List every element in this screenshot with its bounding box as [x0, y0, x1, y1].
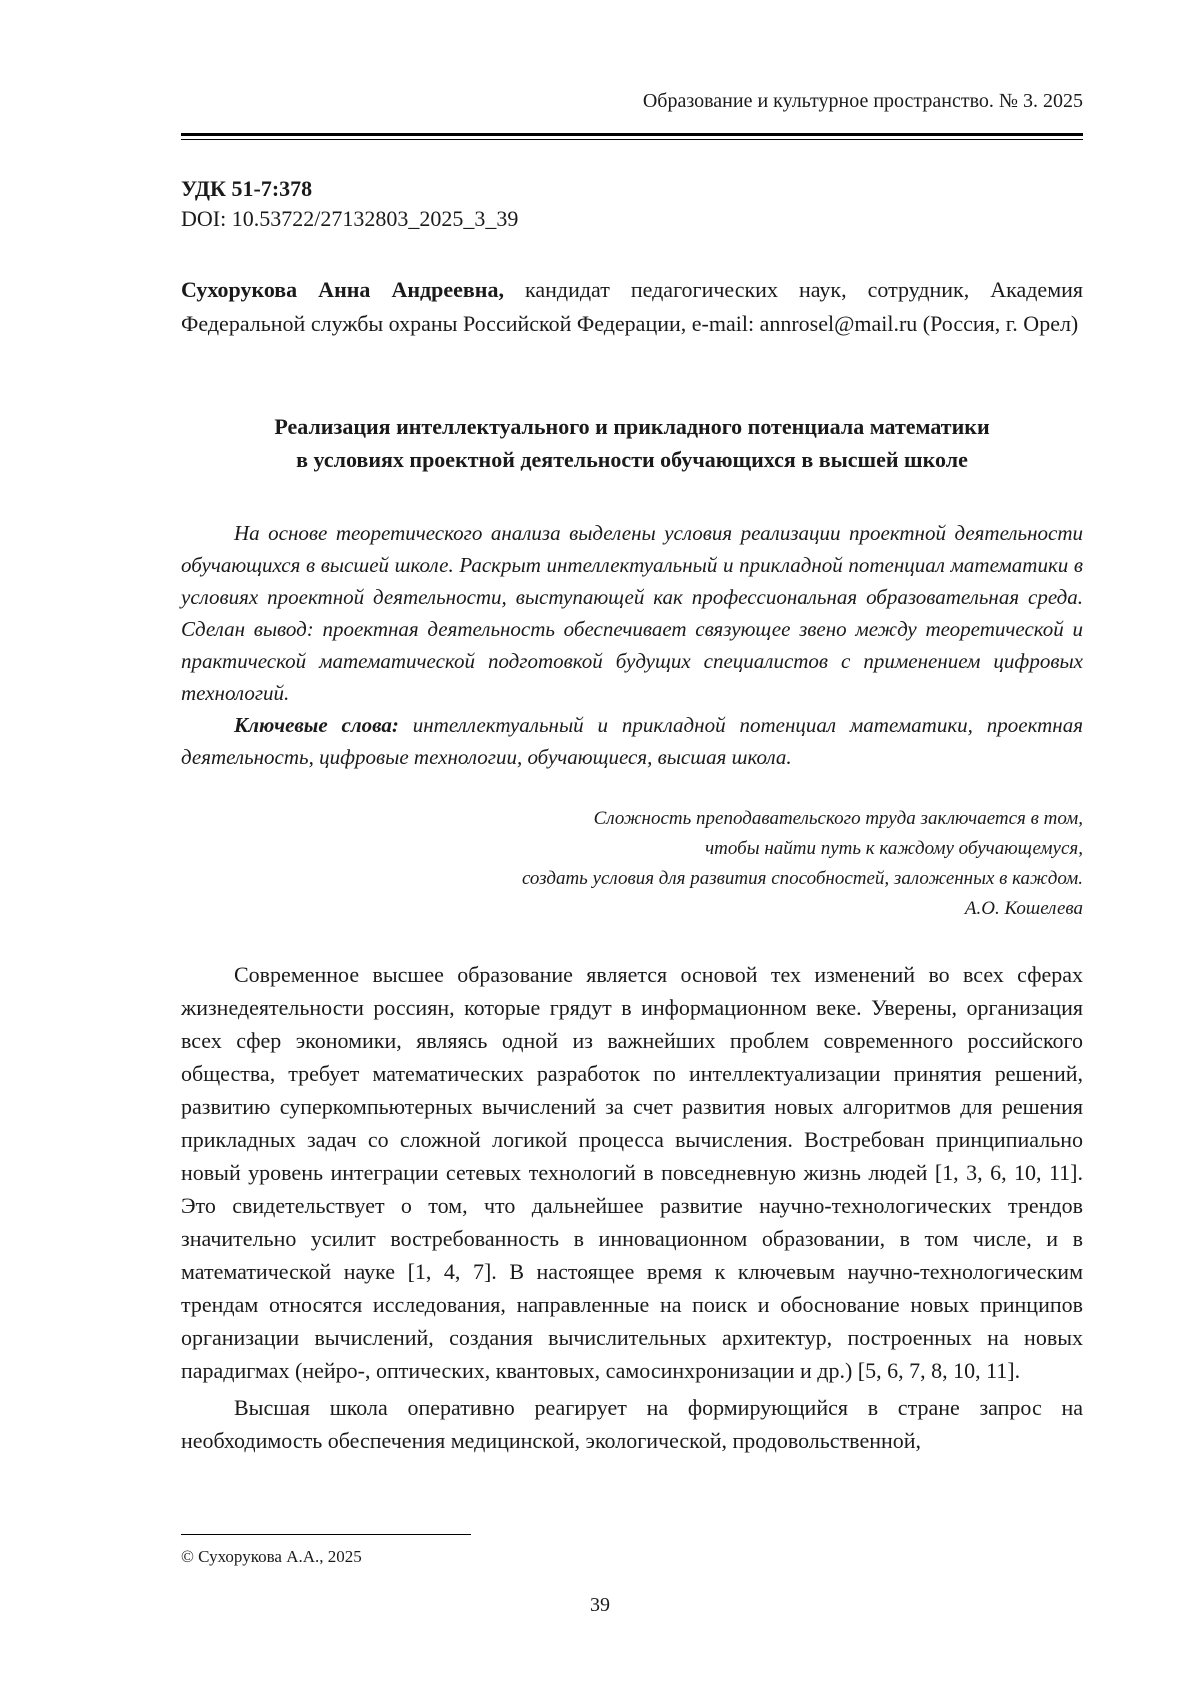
keywords-label: Ключевые слова:: [234, 713, 399, 737]
title-line-2: в условиях проектной деятельности обучающихся в высшей школе: [296, 447, 968, 472]
copyright-footnote: © Сухорукова А.А., 2025: [181, 1547, 362, 1566]
body-paragraph-2: Высшая школа оперативно реагирует на формирующийся в стране запрос на необходимость обеспечения медицинской, экологической, продовольственной,: [181, 1395, 1083, 1453]
keywords-text: интеллектуальный и прикладной потенциал математики, проектная деятельность, цифровые технологии, обучающиеся, высшая школа.: [181, 713, 1083, 769]
article-title: [181, 410, 1083, 476]
body-paragraph-1: Современное высшее образование является основой тех изменений во всех сферах жизнедеятельности россиян, которые грядут в информационном веке. Уверены, организация всех сфер экономики, являясь одной из важнейших проблем современного российского общества, требует математических разработок по интеллектуализации принятия решений, развитию суперкомпьютерных вычислений за счет развития новых алгоритмов для решения прикладных задач со сложной логикой процесса вычисления. Востребован принципиально новый уровень интеграции сетевых технологий в повседневную жизнь людей [1, 3, 6, 10, 11]. Это свидетельствует о том, что дальнейшее развитие научно-технологических трендов значительно усилит востребованность в инновационном образовании, в том числе, и в математической науке [1, 4, 7]. В настоящее время к ключевым научно-технологическим трендам относятся исследования, направленные на поиск и обоснование новых принципов организации вычислений, создания вычислительных архитектур, построенных на новых парадигмах (нейро-, оптических, квантовых, самосинхронизации и др.) [5, 6, 7, 8, 10, 11].: [181, 962, 1083, 1383]
udk: УДК 51-7:378: [181, 176, 313, 201]
epigraph-line-2: чтобы найти путь к каждому обучающемуся,: [705, 838, 1083, 859]
title-line-1: Реализация интеллектуального и прикладного потенциала математики: [274, 414, 990, 439]
footnote-rule: [181, 1534, 471, 1535]
author-details: кандидат педагогических наук, сотрудник, Академия Федеральной службы охраны Российской Федерации, e-mail: annrosel@mail.ru (Россия, г. Орел): [181, 277, 1084, 336]
running-header: Образование и культурное пространство. № 3. 2025: [642, 90, 1083, 112]
epigraph-line-1: Сложность преподавательского труда заключается в том,: [593, 808, 1083, 829]
author-block: [181, 273, 1083, 341]
epigraph-author: А.О. Кошелева: [964, 898, 1083, 919]
keywords: [181, 709, 1083, 773]
epigraph-line-3: создать условия для развития способностей, заложенных в каждом.: [521, 868, 1083, 889]
doi: DOI: 10.53722/27132803_2025_3_39: [181, 206, 519, 231]
abstract: На основе теоретического анализа выделены условия реализации проектной деятельности обучающихся в высшей школе. Раскрыт интеллектуальный и прикладной потенциал математики в условиях проектной деятельности, выступающей как профессиональная образовательная среда. Сделан вывод: проектная деятельность обеспечивает связующее звено между теоретической и практической математической подготовкой будущих специалистов с применением цифровых технологий.: [181, 521, 1083, 705]
header-rule: [181, 133, 1083, 140]
page-number: 39: [590, 1594, 610, 1616]
author-name: Сухорукова Анна Андреевна,: [181, 277, 504, 302]
body-text: [181, 958, 1083, 1457]
epigraph: [181, 804, 1083, 924]
